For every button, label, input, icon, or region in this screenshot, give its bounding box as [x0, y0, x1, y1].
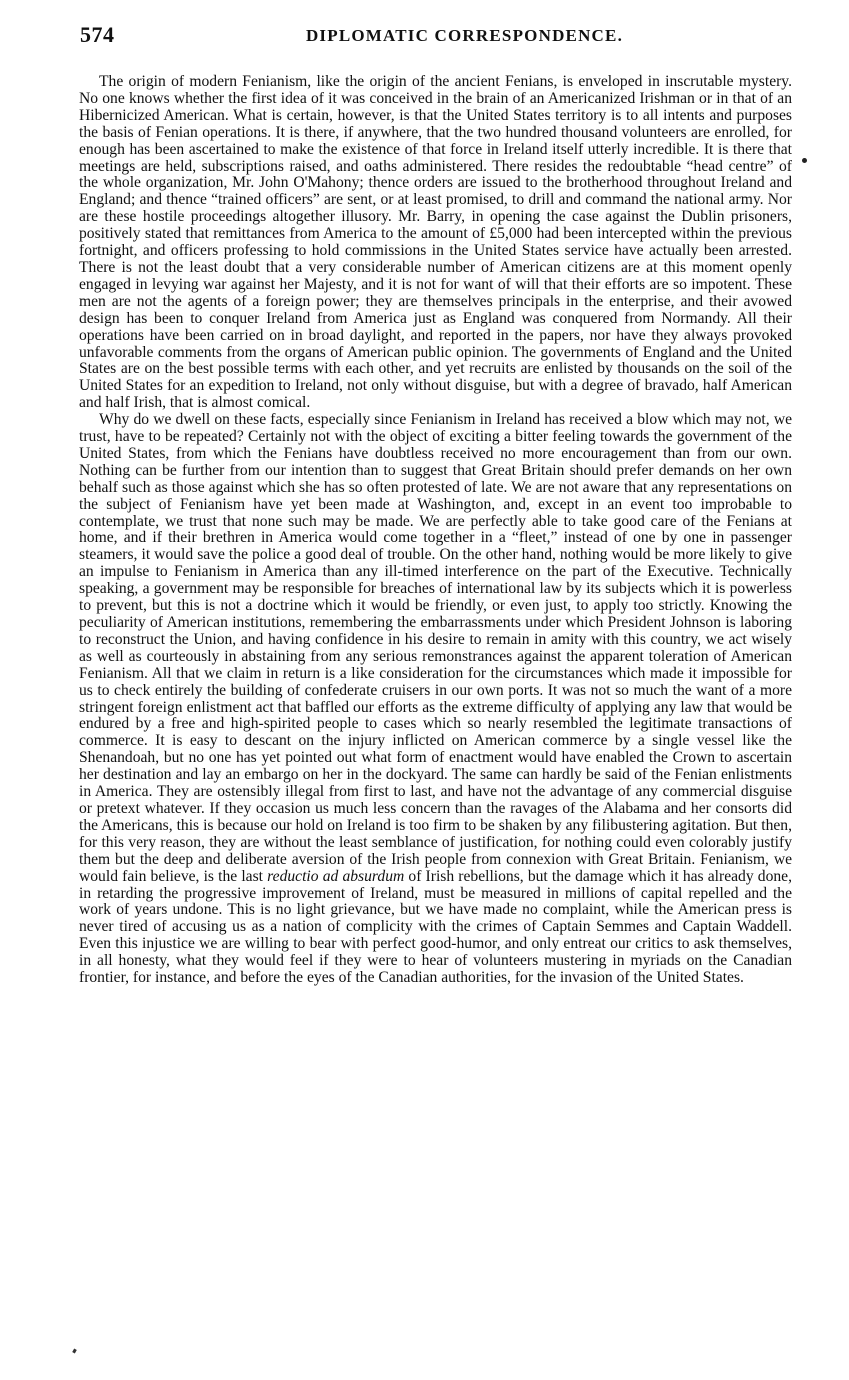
paragraph-1 [79, 74, 792, 412]
paragraph-2-text-after-italic: of Irish rebellions, but the damage which it has already done, in retarding the progressive improvement of Ireland, must be measured in millions of capital repelled and the work of years undone. This is no light grievance, but we have made no complaint, while the American press is never tired of accusing us as a nation of complicity with the crimes of Captain Semmes and Captain Waddell. Even this injustice we are willing to bear with perfect good-humor, and only entreat our critics to ask themselves, in all honesty, what they would feel if they were to hear of volunteers mustering in myriads on the Canadian frontier, for instance, and before the eyes of the Canadian authorities, for the invasion of the United States. [79, 867, 792, 987]
running-head [80, 22, 809, 52]
running-title: DIPLOMATIC CORRESPONDENCE. [305, 26, 624, 45]
paragraph-1-text: The origin of modern Fenianism, like the origin of the ancient Fenians, is enveloped in inscrutable mystery. No one knows whether the first idea of it was conceived in the brain of an Americanized Irishman or in that of an Hibernicized American. What is certain, however, is that the United States territory is to all intents and purposes the basis of Fenian operations. It is there, if anywhere, that the two hundred thousand volunteers are enrolled, for enough has been ascertained to make the existence of that force in Ireland itself utterly incredible. It is there that meetings are held, subscriptions raised, and oaths administered. There resides the redoubtable “head centre” of the whole organization, Mr. John O'Mahony; thence orders are issued to the brotherhood throughout Ireland and England; and thence “trained officers” are sent, or at least promised, to drill and command the national army. Nor are these hostile proceedings altogether illusory. Mr. Barry, in opening the case against the Dublin prisoners, positively stated that remittances from America to the amount of £5,000 had been intercepted within the previous fortnight, and officers professing to hold commissions in the United States service have actually been arrested. There is not the least doubt that a very considerable number of American citizens are at this moment openly engaged in levying war against her Majesty, and it is not for want of will that their efforts are so impotent. These men are not the agents of a foreign power; they are themselves principals in the enterprise, and their avowed design has been to conquer Ireland from America just as England was conquered from Normandy. All their operations have been carried on in broad daylight, and reported in the papers, nor have they always provoked unfavorable comments from the organs of American public opinion. The governments of England and the United States are on the best possible terms with each other, and yet recruits are enlisted by thousands on the soil of the United States for an expedition to Ireland, not only without disguise, but with a degree of bravado, half American and half Irish, that is almost comical. [79, 73, 792, 412]
paragraph-2-italic-phrase: reductio ad absurdum [267, 867, 405, 885]
page-number: 574 [80, 22, 115, 47]
page-speck-mark [72, 1349, 77, 1354]
article-body [79, 74, 792, 987]
margin-dot-mark [802, 158, 807, 163]
paragraph-2-text-before-italic: Why do we dwell on these facts, especially since Fenianism in Ireland has received a blow which may not, we trust, have to be repeated? Certainly not with the object of exciting a bitter feeling towards the government of the United States, from which the Fenians have doubtless received no more encouragement than from our own. Nothing can be further from our intention than to suggest that Great Britain should prefer demands on her own behalf such as those against which she has so often protested of late. We are not aware that any representations on the subject of Fenianism have yet been made at Washington, and, except in an event too improbable to contemplate, we trust that none such may be made. We are perfectly able to take good care of the Fenians at home, and if their brethren in America would come together in a “fleet,” instead of one by one in passenger steamers, it would save the police a good deal of trouble. On the other hand, nothing would be more likely to give an impulse to Fenianism in America than any ill-timed interference on the part of the Executive. Technically speaking, a government may be responsible for breaches of international law by its subjects which it is powerless to prevent, but this is not a doctrine which it would be friendly, or even just, to apply too strictly. Knowing the peculiarity of American institutions, remembering the embarrassments under which President Johnson is laboring to reconstruct the Union, and having confidence in his desire to remain in amity with this country, we act wisely as well as courteously in abstaining from any serious remonstrances against the apparent toleration of American Fenianism. All that we claim in return is a like consideration for the circumstances which made it impossible for us to check entirely the building of confederate cruisers in our own ports. It was not so much the want of a more stringent foreign enlistment act that baffled our efforts as the extreme difficulty of applying any law that would be endured by a free and high-spirited people to cases which so nearly resembled the legitimate transactions of commerce. It is easy to descant on the injury inflicted on American commerce by a single vessel like the Shenandoah, but no one has yet pointed out what form of enactment would have enabled the Crown to ascertain her destination and lay an embargo on her in the dockyard. The same can hardly be said of the Fenian enlistments in America. They are ostensibly illegal from first to last, and have not the advantage of any commercial disguise or pretext whatever. If they occasion us much less concern than the ravages of the Alabama and her consorts did the Americans, this is because our hold on Ireland is too firm to be shaken by any filibustering agitation. But then, for this very reason, they are without the least semblance of justification, for nothing could even colorably justify them but the deep and deliberate aversion of the Irish people from connexion with Great Britain. Fenianism, we would fain believe, is the last [79, 411, 792, 885]
paragraph-2 [79, 412, 792, 987]
